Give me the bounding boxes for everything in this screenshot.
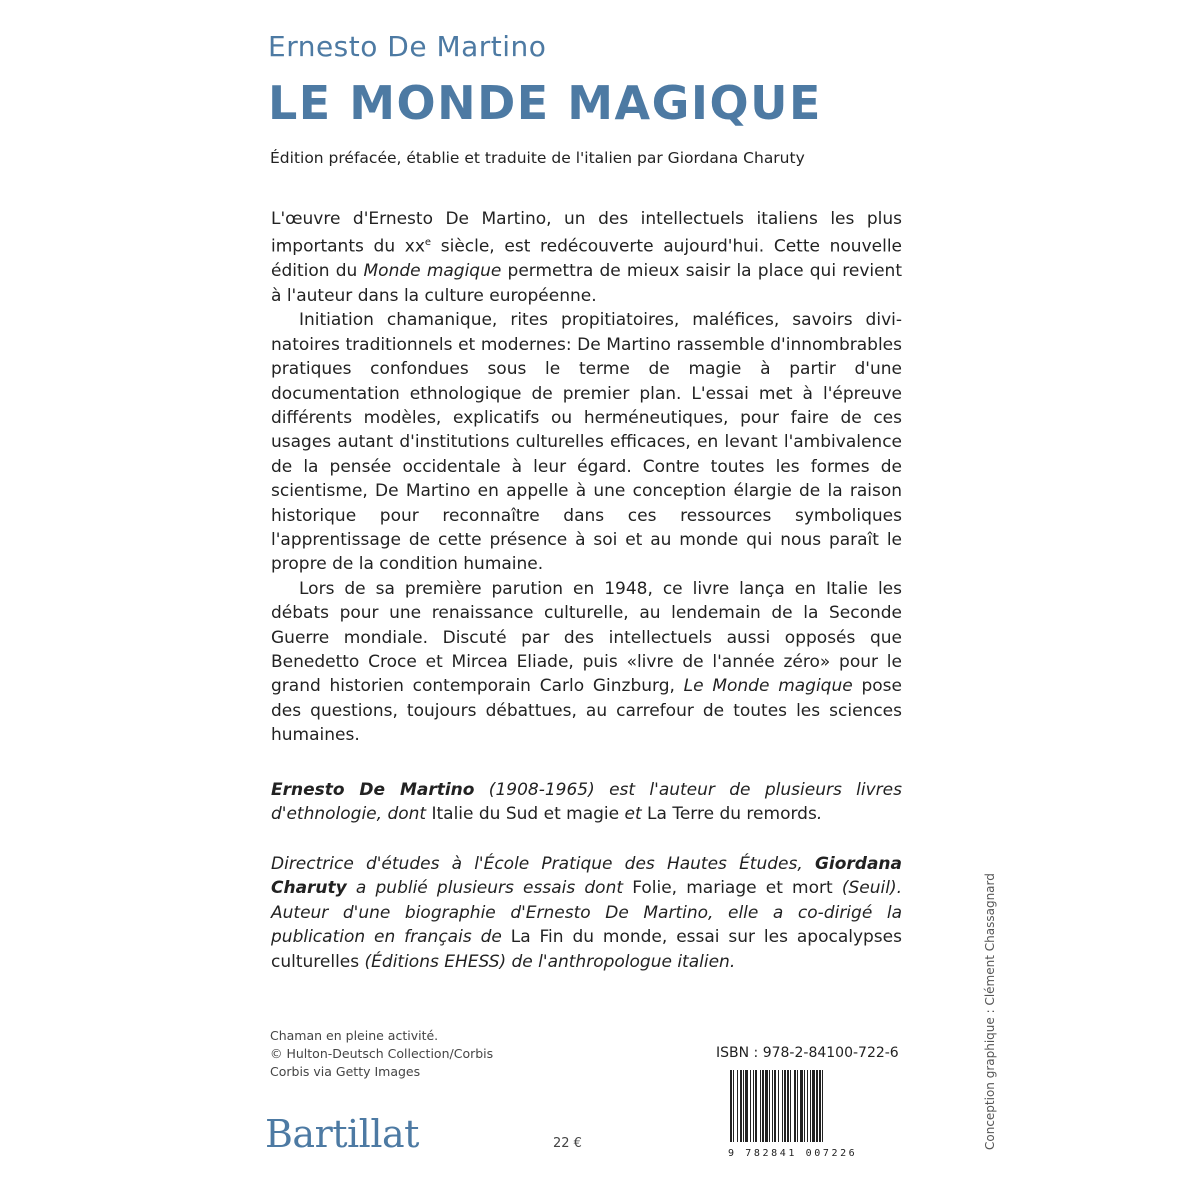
photo-credits: Chaman en pleine activité. © Hulton-Deutsch Collection/Corbis Corbis via Getty Images	[270, 1028, 494, 1079]
barcode-bar	[774, 1070, 776, 1142]
barcode-bar	[772, 1070, 773, 1142]
barcode-bar	[800, 1070, 803, 1142]
blurb-paragraph-3: Lors de sa première parution en 1948, ce livre lança en Italie les débats pour une renaissance culturelle, au lendemain de la Seconde Guerre mondiale. Discuté par des intellectuels aussi opposés que Benedetto Croce et Mircea Eliade, puis «livre de l'année zéro» pour le grand historien contemporain Carlo Ginzburg, Le Monde magique pose des questions, toujours débattues, au carrefour de toutes les sciences humaines.	[271, 578, 902, 746]
price: 22 €	[553, 1136, 582, 1151]
barcode-bar	[730, 1070, 732, 1142]
barcode-bar	[755, 1070, 757, 1142]
isbn: ISBN : 978-2-84100-722-6	[716, 1045, 899, 1061]
author-bio: Ernesto De Martino (1908-1965) est l'auteur de plusieurs livres d'ethnologie, dont Italie du Sud et magie et La Terre du remords.	[271, 780, 902, 825]
barcode-bar	[762, 1070, 764, 1142]
edition-note: Édition préfacée, établie et traduite de l'italien par Giordana Charuty	[270, 149, 805, 167]
barcode-bar	[804, 1070, 805, 1142]
barcode-bar	[743, 1070, 744, 1142]
author-name: Ernesto De Martino	[268, 30, 547, 63]
barcode	[726, 1070, 896, 1160]
blurb-paragraph-2: Initiation chamanique, rites propitiatoires, maléfices, savoirs divinatoires traditionnels et modernes: De Martino rassemble d'innombrables pratiques confondues sous le terme de magie à partir d'une documentation ethnologique de premier plan. L'essai met à l'épreuve différents modèles, explicatifs ou herméneutiques, pour faire de ces usages autant d'institutions culturelles efficaces, en levant l'ambivalence de la pensée occidentale à leur égard. Contre toutes les formes de scientisme, De Martino en appelle à une conception élargie de la raison historique pour reconnaître dans ces ressources symboliques l'apprentissage de cette présence à soi et au monde qui nous paraît le propre de la condition humaine.	[271, 310, 902, 575]
barcode-bar	[822, 1070, 823, 1142]
barcode-bar	[810, 1070, 811, 1142]
publisher-logo: Bartillat	[265, 1112, 419, 1156]
barcode-bar	[753, 1070, 754, 1142]
barcode-bar	[794, 1070, 796, 1142]
barcode-bar	[750, 1070, 751, 1142]
blurb	[271, 207, 902, 748]
barcode-bar	[760, 1070, 761, 1142]
barcode-bar	[787, 1070, 789, 1142]
barcode-bar	[737, 1070, 738, 1142]
barcode-bar	[807, 1070, 808, 1142]
barcode-bar	[778, 1070, 779, 1142]
barcode-bar	[733, 1070, 734, 1142]
translator-bio: Directrice d'études à l'École Pratique des Hautes Études, Giordana Charuty a publié plusieurs essais dont Folie, mariage et mort (Seuil). Auteur d'une biographie d'Ernesto De Martino, elle a co-dirigé la publication en français de La Fin du monde, essai sur les apocalypses culturelles (Éditions EHESS) de l'anthropologue italien.	[271, 854, 902, 972]
book-title: LE MONDE MAGIQUE	[268, 76, 822, 130]
barcode-digits: 9 782841 007226	[728, 1148, 858, 1159]
barcode-bar	[812, 1070, 815, 1142]
blurb-paragraph-1: L'œuvre d'Ernesto De Martino, un des intellectuels italiens les plus importants du $xx^e$ siècle, est redécouverte aujourd'hui. Cette nouvelle édition du Monde magique permettra de mieux saisir la place qui revient à l'auteur dans la culture européenne.	[271, 209, 902, 306]
barcode-bar	[769, 1070, 770, 1142]
barcode-bar	[819, 1070, 821, 1142]
barcode-bar	[745, 1070, 748, 1142]
barcode-bar	[782, 1070, 783, 1142]
barcode-bar	[740, 1070, 742, 1142]
design-credit: Conception graphique : Clément Chassagnard	[983, 873, 997, 1150]
barcode-bar	[797, 1070, 798, 1142]
barcode-bar	[790, 1070, 791, 1142]
barcode-bar	[765, 1070, 768, 1142]
barcode-bar	[816, 1070, 818, 1142]
barcode-bar	[784, 1070, 786, 1142]
